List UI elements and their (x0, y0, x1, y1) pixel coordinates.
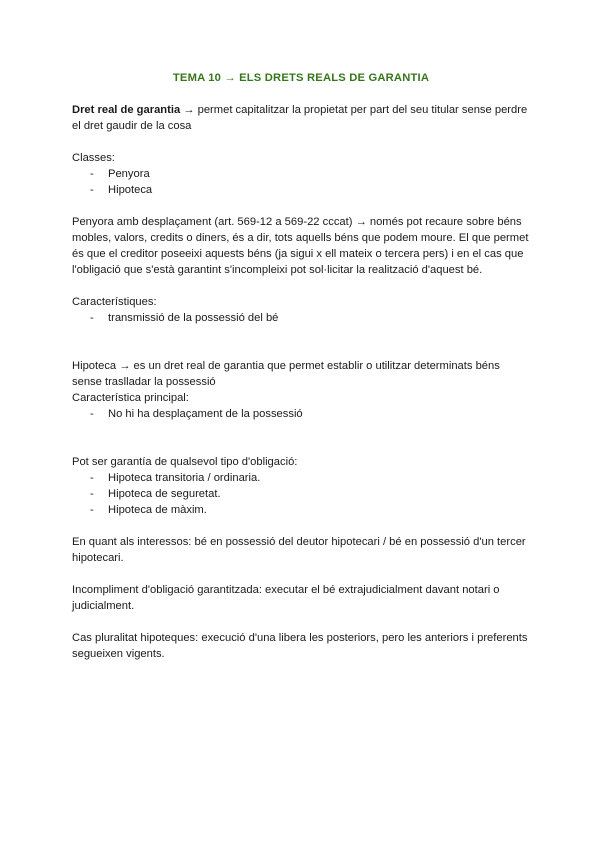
classes-heading: Classes: (72, 152, 115, 164)
list-item: - No hi ha desplaçament de la possessió (90, 408, 303, 420)
principal-list (72, 406, 530, 422)
principal-heading: Característica principal: (72, 392, 189, 404)
page-title: TEMA 10 → ELS DRETS REALS DE GARANTIA (172, 72, 430, 84)
caracteristiques-list (72, 310, 530, 326)
intro-paragraph (72, 102, 530, 134)
list-item: - Hipoteca (90, 184, 153, 196)
interessos-paragraph: En quant als interessos: bé en possessió del deutor hipotecari / bé en possessió d'un tercer hipotecari. (72, 536, 526, 564)
hipoteca-paragraph: Hipoteca → es un dret real de garantia que permet establir o utilitzar determinats béns sense traslladar la possessió (72, 360, 500, 388)
list-item: - Hipoteca de màxim. (90, 504, 207, 516)
penyora-paragraph: Penyora amb desplaçament (art. 569-12 a 569-22 cccat) → només pot recaure sobre béns mobles, valors, credits o diners, és a dir, tots aquells béns que podem moure. El que permet és que el creditor poseeixi aquests béns (ja sigui x ell mateix o tercera pers) i en el cas que l'obligació que s'està garantint s'incompleixi pot sol·licitar la realització d'aquest bé. (72, 216, 529, 276)
list-item: - transmissió de la possessió del bé (90, 312, 279, 324)
pluralitat-paragraph: Cas pluralitat hipoteques: execució d'una libera les posteriors, pero les anteriors i preferents segueixen vigents. (72, 632, 528, 660)
list-item: - Hipoteca de seguretat. (90, 488, 221, 500)
intro-term: Dret real de garantia (72, 104, 181, 116)
list-item: - Hipoteca transitoria / ordinaria. (90, 472, 261, 484)
list-item: - Penyora (90, 168, 150, 180)
obligacio-list (72, 470, 530, 518)
caracteristiques-heading: Característiques: (72, 296, 157, 308)
obligacio-heading: Pot ser garantía de qualsevol tipo d'obligació: (72, 456, 298, 468)
incompliment-paragraph: Incompliment d'obligació garantitzada: executar el bé extrajudicialment davant notari o judicialment. (72, 584, 500, 612)
intro-text: → permet capitalitzar la propietat per part del seu titular sense perdre el dret gaudir de la cosa (72, 104, 528, 132)
classes-list (72, 166, 530, 198)
